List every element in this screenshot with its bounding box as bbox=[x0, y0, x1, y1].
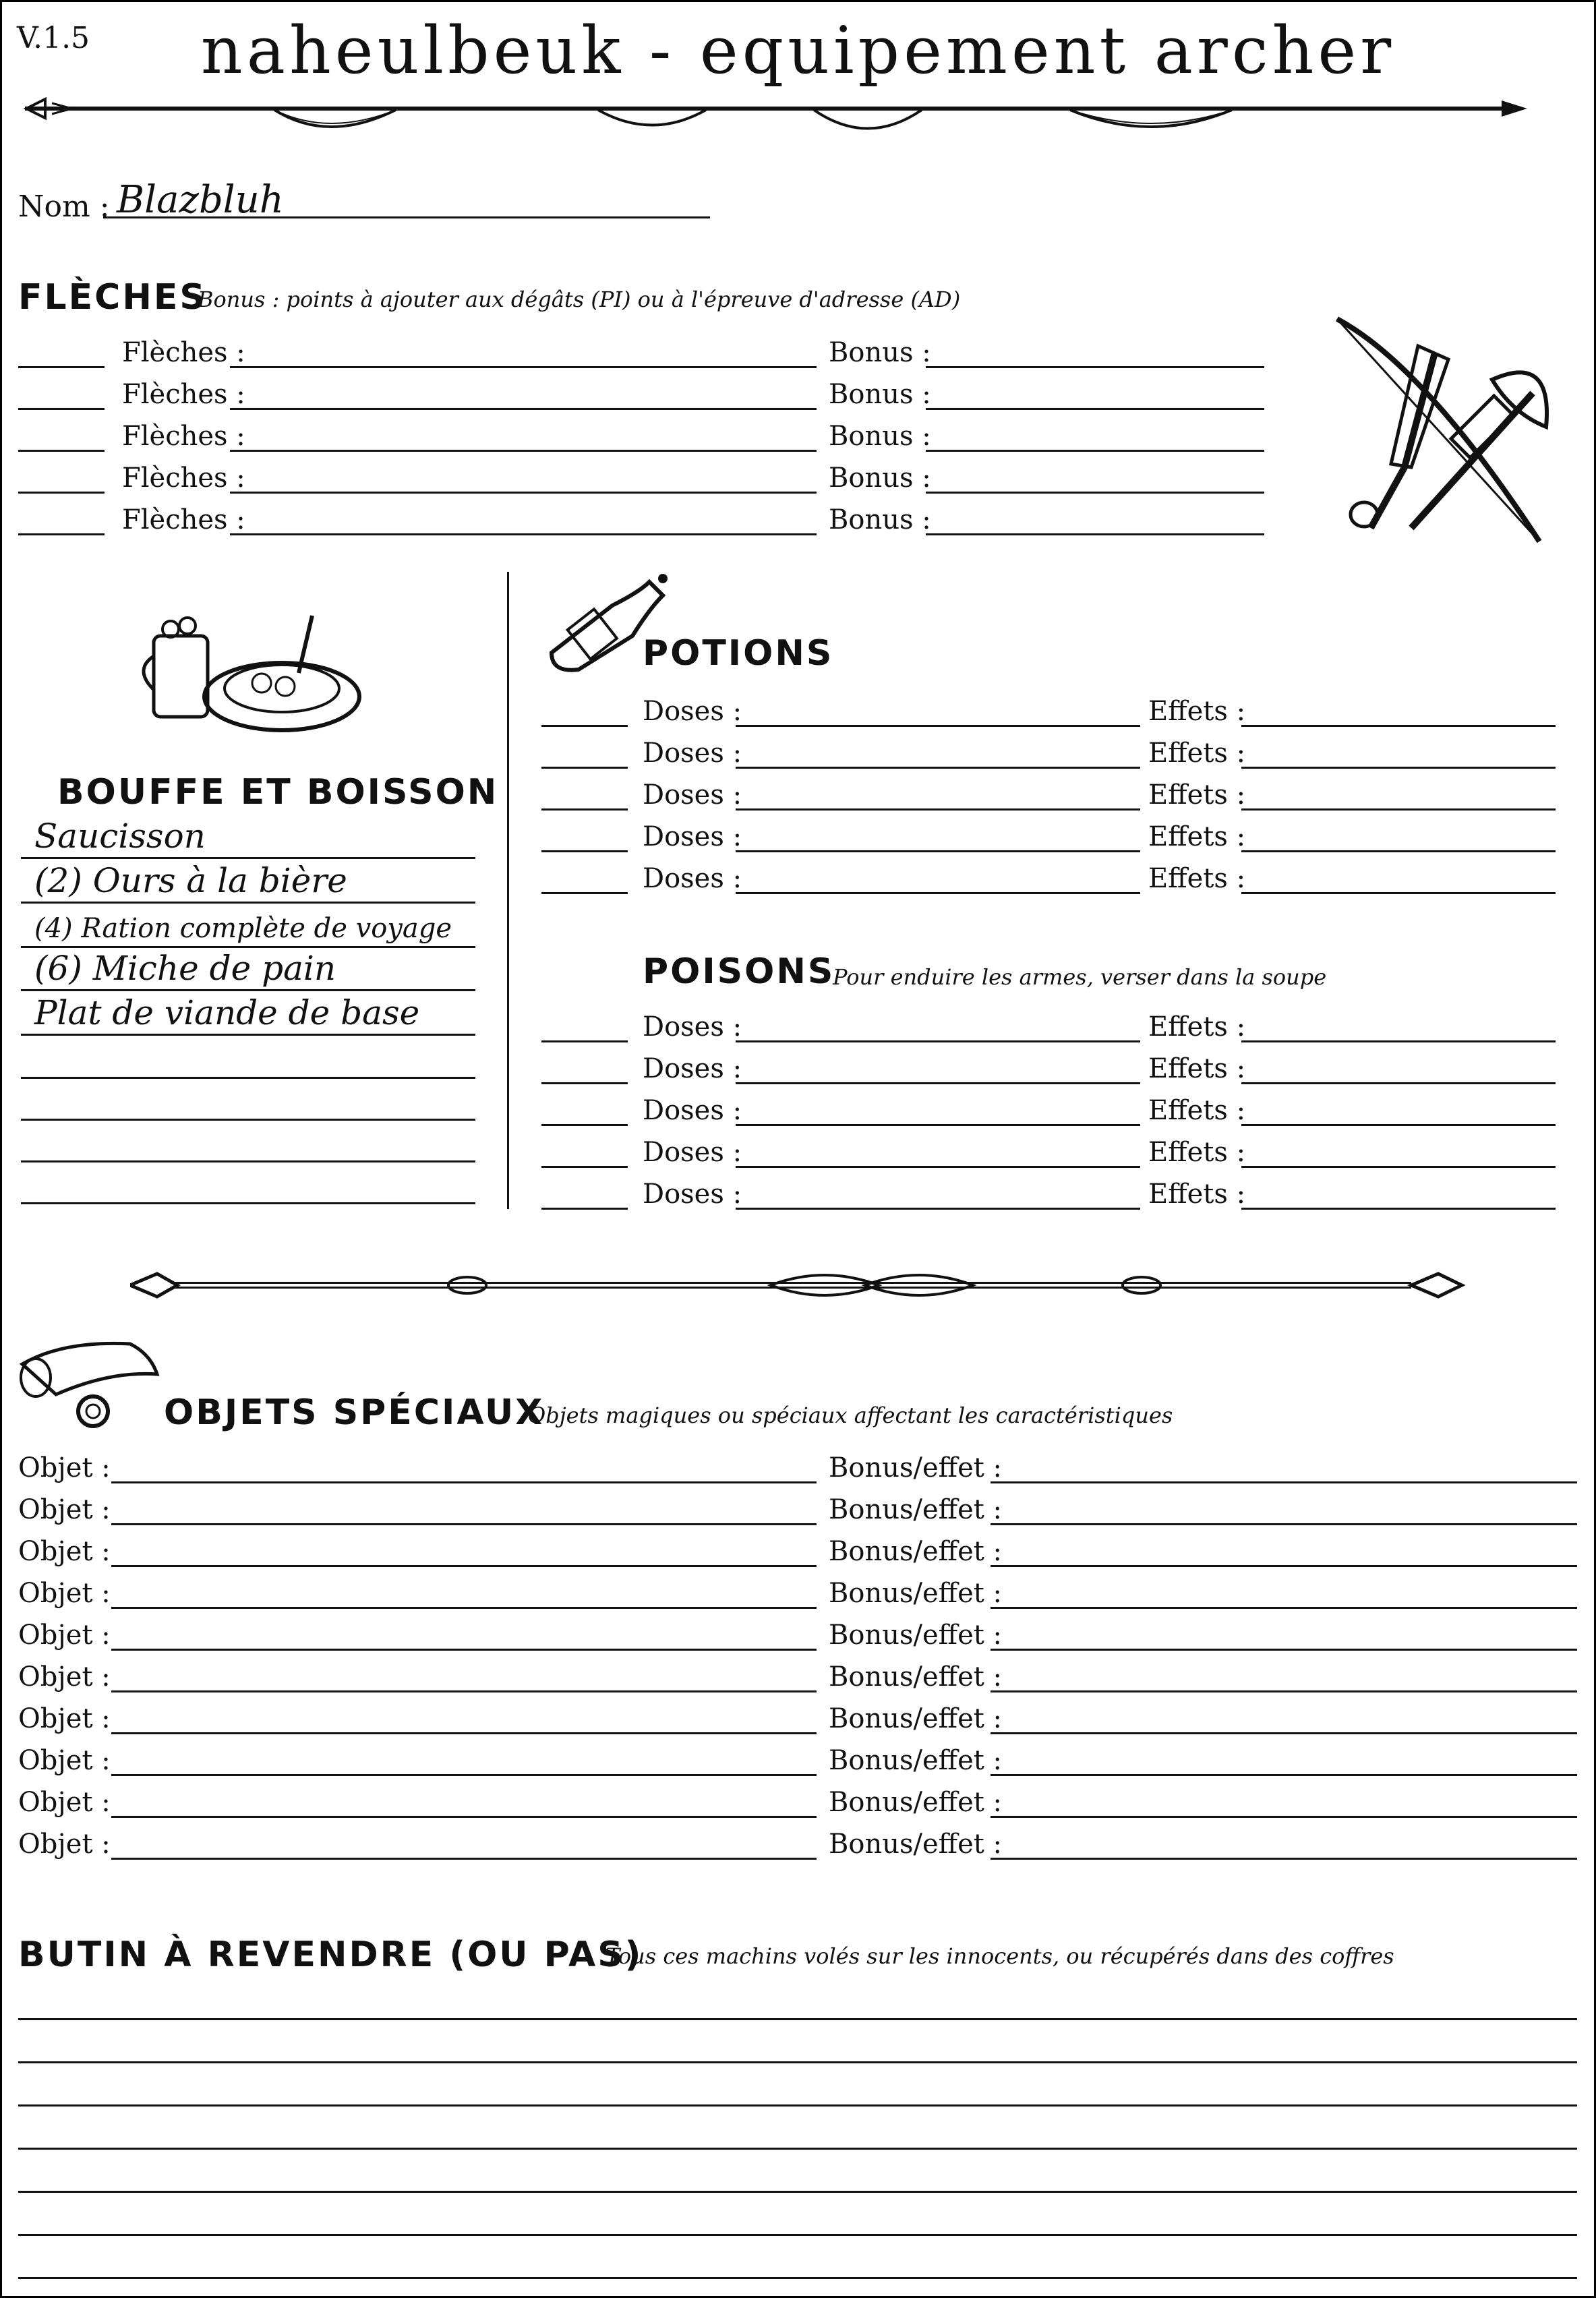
potions-doses-label: Doses : bbox=[643, 863, 742, 894]
poisons-doses-label: Doses : bbox=[643, 1095, 742, 1126]
fleches-row-label: Flèches : bbox=[122, 337, 245, 368]
objet-bonus-label: Bonus/effet : bbox=[829, 1787, 1003, 1818]
objet-label: Objet : bbox=[18, 1536, 111, 1567]
potions-effets-label: Effets : bbox=[1148, 779, 1246, 811]
potions-doses-label: Doses : bbox=[643, 779, 742, 811]
fleches-bonus-label: Bonus : bbox=[829, 379, 931, 410]
fleches-bonus-label: Bonus : bbox=[829, 337, 931, 368]
objet-label: Objet : bbox=[18, 1703, 111, 1734]
potions-effets-label: Effets : bbox=[1148, 863, 1246, 894]
butin-subtitle: Tous ces machins volés sur les innocents, ou récupérés dans des coffres bbox=[605, 1943, 1394, 1969]
fleches-bonus-label: Bonus : bbox=[829, 421, 931, 452]
potions-doses-label: Doses : bbox=[643, 696, 742, 727]
nom-value[interactable]: Blazbluh bbox=[117, 178, 284, 222]
poisons-effets-label: Effets : bbox=[1148, 1053, 1246, 1084]
bouffe-item[interactable]: (4) Ration complète de voyage bbox=[34, 913, 452, 944]
objets-title: OBJETS SPÉCIAUX bbox=[164, 1392, 545, 1433]
page-title: naheulbeuk - equipement archer bbox=[200, 13, 1396, 88]
objet-bonus-label: Bonus/effet : bbox=[829, 1494, 1003, 1525]
poisons-effets-label: Effets : bbox=[1148, 1011, 1246, 1042]
poisons-doses-label: Doses : bbox=[643, 1137, 742, 1168]
potions-title: POTIONS bbox=[643, 633, 834, 674]
objet-bonus-label: Bonus/effet : bbox=[829, 1578, 1003, 1609]
poisons-subtitle: Pour enduire les armes, verser dans la soupe bbox=[833, 964, 1327, 990]
objet-bonus-label: Bonus/effet : bbox=[829, 1661, 1003, 1692]
objet-label: Objet : bbox=[18, 1452, 111, 1483]
butin-line[interactable] bbox=[18, 2234, 1577, 2236]
poisons-doses-label: Doses : bbox=[643, 1011, 742, 1042]
bouffe-item[interactable]: Plat de viande de base bbox=[34, 993, 420, 1032]
potions-doses-label: Doses : bbox=[643, 821, 742, 852]
poisons-effets-label: Effets : bbox=[1148, 1179, 1246, 1210]
objet-label: Objet : bbox=[18, 1661, 111, 1692]
poisons-title: POISONS bbox=[643, 951, 835, 992]
fleches-subtitle: Bonus : points à ajouter aux dégâts (PI) ou à l'épreuve d'adresse (AD) bbox=[198, 287, 961, 312]
bouffe-item[interactable]: (6) Miche de pain bbox=[34, 949, 336, 988]
objet-bonus-label: Bonus/effet : bbox=[829, 1452, 1003, 1483]
objet-label: Objet : bbox=[18, 1745, 111, 1776]
fleches-row-label: Flèches : bbox=[122, 379, 245, 410]
butin-line[interactable] bbox=[18, 2061, 1577, 2063]
fleches-row-label: Flèches : bbox=[122, 463, 245, 494]
butin-line[interactable] bbox=[18, 2277, 1577, 2279]
butin-title: BUTIN À REVENDRE (OU PAS) bbox=[18, 1935, 643, 1975]
fleches-row-label: Flèches : bbox=[122, 504, 245, 535]
objet-label: Objet : bbox=[18, 1620, 111, 1651]
objet-bonus-label: Bonus/effet : bbox=[829, 1620, 1003, 1651]
fleches-row-label: Flèches : bbox=[122, 421, 245, 452]
fleches-title: FLÈCHES bbox=[18, 277, 207, 318]
poisons-effets-label: Effets : bbox=[1148, 1137, 1246, 1168]
objet-label: Objet : bbox=[18, 1829, 111, 1860]
poisons-doses-label: Doses : bbox=[643, 1179, 742, 1210]
butin-line[interactable] bbox=[18, 2018, 1577, 2020]
objet-bonus-label: Bonus/effet : bbox=[829, 1703, 1003, 1734]
potions-doses-label: Doses : bbox=[643, 738, 742, 769]
objet-bonus-label: Bonus/effet : bbox=[829, 1829, 1003, 1860]
objet-bonus-label: Bonus/effet : bbox=[829, 1745, 1003, 1776]
butin-line[interactable] bbox=[18, 2191, 1577, 2193]
bouffe-title: BOUFFE ET BOISSON bbox=[57, 772, 499, 813]
fleches-bonus-label: Bonus : bbox=[829, 463, 931, 494]
objets-subtitle: Objets magiques ou spéciaux affectant les caractéristiques bbox=[528, 1403, 1173, 1428]
butin-rows bbox=[2, 2, 1594, 2296]
objet-label: Objet : bbox=[18, 1787, 111, 1818]
poisons-doses-label: Doses : bbox=[643, 1053, 742, 1084]
nom-label: Nom : bbox=[18, 189, 110, 224]
poisons-effets-label: Effets : bbox=[1148, 1095, 1246, 1126]
version-label: V.1.5 bbox=[17, 21, 90, 55]
fleches-bonus-label: Bonus : bbox=[829, 504, 931, 535]
butin-line[interactable] bbox=[18, 2148, 1577, 2150]
potions-effets-label: Effets : bbox=[1148, 696, 1246, 727]
objet-bonus-label: Bonus/effet : bbox=[829, 1536, 1003, 1567]
potions-effets-label: Effets : bbox=[1148, 821, 1246, 852]
bouffe-item[interactable]: (2) Ours à la bière bbox=[34, 861, 347, 900]
objet-label: Objet : bbox=[18, 1578, 111, 1609]
potions-effets-label: Effets : bbox=[1148, 738, 1246, 769]
butin-line[interactable] bbox=[18, 2104, 1577, 2106]
bouffe-item[interactable]: Saucisson bbox=[34, 817, 206, 856]
objet-label: Objet : bbox=[18, 1494, 111, 1525]
